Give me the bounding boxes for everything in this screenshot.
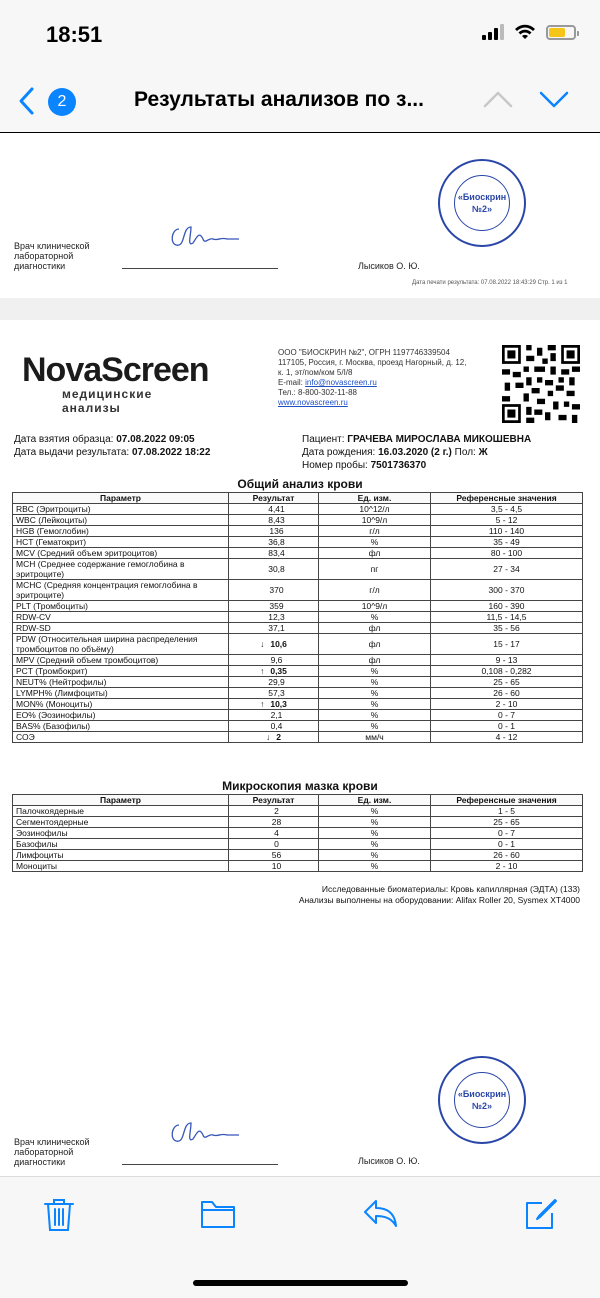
param-cell: MPV (Средний объем тромбоцитов)	[13, 655, 229, 666]
table-row	[13, 732, 583, 743]
col-unit: Ед. изм.	[319, 795, 431, 806]
reference-cell: 0,108 - 0,282	[431, 666, 583, 677]
result-cell	[229, 580, 319, 601]
result-cell	[229, 612, 319, 623]
flag-arrow: ↓	[266, 732, 271, 742]
doctor-role: Врач клинической лабораторной диагностики	[14, 241, 90, 271]
param-cell: Лимфоциты	[13, 850, 229, 861]
reference-cell: 0 - 1	[431, 839, 583, 850]
unit-cell: %	[319, 721, 431, 732]
result-cell	[229, 601, 319, 612]
param-cell: Базофилы	[13, 839, 229, 850]
flag-arrow: ↑	[260, 666, 265, 676]
doctor-name: Лысиков О. Ю.	[358, 261, 420, 271]
result-cell	[229, 537, 319, 548]
param-cell: PCT (Тромбокрит)	[13, 666, 229, 677]
status-time: 18:51	[46, 22, 103, 47]
param-cell: RBC (Эритроциты)	[13, 504, 229, 515]
reference-cell: 160 - 390	[431, 601, 583, 612]
param-cell: Сегментоядерные	[13, 817, 229, 828]
table-row	[13, 828, 583, 839]
unit-cell: г/л	[319, 580, 431, 601]
table-row	[13, 688, 583, 699]
stamp-image: «Биоскрин №2»	[438, 159, 526, 247]
table-row	[13, 699, 583, 710]
result-cell	[229, 515, 319, 526]
param-cell: WBC (Лейкоциты)	[13, 515, 229, 526]
table-row	[13, 850, 583, 861]
param-cell: MCH (Среднее содержание гемоглобина в эритроците)	[13, 559, 229, 580]
result-value: 57,3	[268, 688, 285, 698]
table-row	[13, 504, 583, 515]
unread-count-badge[interactable]: 2	[48, 88, 76, 116]
result-cell	[229, 688, 319, 699]
back-chevron-icon[interactable]	[16, 86, 38, 116]
table-row	[13, 861, 583, 872]
reference-cell: 3,5 - 4,5	[431, 504, 583, 515]
unit-cell: %	[319, 839, 431, 850]
doctor-name: Лысиков О. Ю.	[358, 1156, 420, 1166]
signature-image	[165, 215, 245, 255]
unit-cell: %	[319, 699, 431, 710]
unit-cell: %	[319, 806, 431, 817]
table-row	[13, 612, 583, 623]
unit-cell: г/л	[319, 526, 431, 537]
result-cell	[229, 559, 319, 580]
result-cell	[229, 666, 319, 677]
result-cell	[229, 699, 319, 710]
col-result: Результат	[229, 795, 319, 806]
param-cell: PDW (Относительная ширина распределения тромбоцитов по объёму)	[13, 634, 229, 655]
table-row	[13, 710, 583, 721]
compose-icon[interactable]	[524, 1197, 558, 1231]
table-row	[13, 655, 583, 666]
flag-arrow: ↑	[260, 699, 265, 709]
reference-cell: 1 - 5	[431, 806, 583, 817]
smear-title: Микроскопия мазка крови	[222, 779, 378, 793]
unit-cell: фл	[319, 623, 431, 634]
cbc-title: Общий анализ крови	[237, 477, 363, 491]
result-cell	[229, 817, 319, 828]
table-row	[13, 634, 583, 655]
company-info: ООО "БИОСКРИН №2", ОГРН 1197746339504 117105, Россия, г. Москва, проезд Нагорный, д. 12, к. 1, эт/пом/ком 5/I/8 E-mail: info@novascreen.ru Тел.: 8-800-302-11-88 www.novascreen.ru	[278, 348, 467, 407]
param-cell: BAS% (Базофилы)	[13, 721, 229, 732]
unit-cell: фл	[319, 655, 431, 666]
result-value: 2	[274, 806, 279, 816]
unit-cell: 10^12/л	[319, 504, 431, 515]
result-value: 4,41	[268, 504, 285, 514]
table-row	[13, 817, 583, 828]
param-cell: Палочкоядерные	[13, 806, 229, 817]
param-cell: RDW-CV	[13, 612, 229, 623]
status-bar	[0, 0, 600, 70]
result-value: 10,6	[270, 639, 287, 649]
reference-cell: 4 - 12	[431, 732, 583, 743]
unit-cell: %	[319, 612, 431, 623]
stamp-image: «Биоскрин №2»	[438, 1056, 526, 1144]
unit-cell: пг	[319, 559, 431, 580]
table-row	[13, 806, 583, 817]
result-value: 36,8	[268, 537, 285, 547]
reference-cell: 0 - 1	[431, 721, 583, 732]
unit-cell: %	[319, 688, 431, 699]
param-cell: EO% (Эозинофилы)	[13, 710, 229, 721]
table-row	[13, 666, 583, 677]
result-value: 136	[269, 526, 284, 536]
result-cell	[229, 732, 319, 743]
result-value: 4	[274, 828, 279, 838]
result-value: 370	[269, 585, 284, 595]
unit-cell: %	[319, 710, 431, 721]
result-value: 8,43	[268, 515, 285, 525]
param-cell: NEUT% (Нейтрофилы)	[13, 677, 229, 688]
result-cell	[229, 861, 319, 872]
previous-message-chevron-up-icon[interactable]	[482, 86, 514, 112]
biomaterials-note: Исследованные биоматериалы: Кровь капиллярная (ЭДТА) (133)	[321, 884, 580, 894]
reference-cell: 26 - 60	[431, 850, 583, 861]
trash-icon[interactable]	[42, 1197, 76, 1233]
unit-cell: %	[319, 828, 431, 839]
unit-cell: фл	[319, 634, 431, 655]
reference-cell: 9 - 13	[431, 655, 583, 666]
table-row	[13, 559, 583, 580]
smear-table	[12, 794, 583, 872]
patient-info: Пациент: ГРАЧЕВА МИРОСЛАВА МИКОШЕВНА Дата рождения: 16.03.2020 (2 г.) Пол: Ж Номер пробы: 7501736370	[302, 434, 532, 471]
param-cell: Эозинофилы	[13, 828, 229, 839]
document-view[interactable]	[0, 133, 600, 1176]
param-cell: MON% (Моноциты)	[13, 699, 229, 710]
reference-cell: 80 - 100	[431, 548, 583, 559]
cbc-table	[12, 492, 583, 743]
novascreen-logo: NovaScreen медицинские анализы	[22, 351, 209, 415]
home-indicator[interactable]	[193, 1280, 408, 1286]
reference-cell: 2 - 10	[431, 699, 583, 710]
qr-code-image	[502, 345, 580, 423]
reference-cell: 25 - 65	[431, 677, 583, 688]
result-value: 2	[276, 732, 281, 742]
reference-cell: 25 - 65	[431, 817, 583, 828]
email-link[interactable]: info@novascreen.ru	[305, 378, 377, 387]
param-cell: MCV (Средний объем эритроцитов)	[13, 548, 229, 559]
result-value: 0,4	[270, 721, 283, 731]
equipment-note: Анализы выполнены на оборудовании: Alifax Roller 20, Sysmex XT4000	[298, 895, 580, 905]
reference-cell: 2 - 10	[431, 861, 583, 872]
result-cell	[229, 806, 319, 817]
result-value: 9,6	[270, 655, 283, 665]
print-date: Дата печати результата: 07.08.2022 18:43:29 Стр. 1 из 1	[412, 280, 568, 286]
param-cell: LYMPH% (Лимфоциты)	[13, 688, 229, 699]
signature-image	[165, 1111, 245, 1151]
cellular-signal-icon	[482, 24, 504, 40]
col-reference: Референсные значения	[431, 795, 583, 806]
col-param: Параметр	[13, 795, 229, 806]
result-cell	[229, 721, 319, 732]
param-cell: MCHC (Средняя концентрация гемоглобина в эритроците)	[13, 580, 229, 601]
param-cell: СОЭ	[13, 732, 229, 743]
reference-cell: 11,5 - 14,5	[431, 612, 583, 623]
website-link[interactable]: www.novascreen.ru	[278, 398, 348, 407]
unit-cell: мм/ч	[319, 732, 431, 743]
reference-cell: 35 - 49	[431, 537, 583, 548]
reference-cell: 0 - 7	[431, 710, 583, 721]
next-message-chevron-down-icon[interactable]	[538, 86, 570, 112]
result-cell	[229, 839, 319, 850]
col-param: Параметр	[13, 493, 229, 504]
unit-cell: %	[319, 537, 431, 548]
col-reference: Референсные значения	[431, 493, 583, 504]
result-value: 0,35	[270, 666, 287, 676]
col-unit: Ед. изм.	[319, 493, 431, 504]
unit-cell: %	[319, 817, 431, 828]
param-cell: Моноциты	[13, 861, 229, 872]
result-value: 37,1	[268, 623, 285, 633]
result-cell	[229, 710, 319, 721]
result-cell	[229, 634, 319, 655]
battery-icon	[546, 25, 576, 40]
col-result: Результат	[229, 493, 319, 504]
result-value: 10	[271, 861, 282, 871]
table-row	[13, 677, 583, 688]
unit-cell: %	[319, 666, 431, 677]
result-value: 359	[269, 601, 284, 611]
unit-cell: 10^9/л	[319, 601, 431, 612]
wifi-icon	[514, 24, 536, 40]
unit-cell: %	[319, 850, 431, 861]
reference-cell: 35 - 56	[431, 623, 583, 634]
param-cell: PLT (Тромбоциты)	[13, 601, 229, 612]
page-title: Результаты анализов по з...	[134, 88, 424, 111]
result-cell	[229, 548, 319, 559]
unit-cell: 10^9/л	[319, 515, 431, 526]
reply-icon[interactable]	[362, 1197, 398, 1229]
flag-arrow: ↓	[260, 639, 265, 649]
result-cell	[229, 504, 319, 515]
unit-cell: %	[319, 861, 431, 872]
unit-cell: %	[319, 677, 431, 688]
param-cell: RDW-SD	[13, 623, 229, 634]
reference-cell: 26 - 60	[431, 688, 583, 699]
reference-cell: 300 - 370	[431, 580, 583, 601]
doctor-role: Врач клинической лабораторной диагностики	[14, 1137, 90, 1167]
param-cell: HGB (Гемоглобин)	[13, 526, 229, 537]
param-cell: HCT (Гематокрит)	[13, 537, 229, 548]
result-cell	[229, 677, 319, 688]
result-value: 10,3	[270, 699, 287, 709]
table-row	[13, 537, 583, 548]
folder-icon[interactable]	[200, 1197, 236, 1231]
table-row	[13, 526, 583, 537]
table-row	[13, 515, 583, 526]
table-row	[13, 580, 583, 601]
result-value: 2,1	[270, 710, 283, 720]
result-value: 30,8	[268, 564, 285, 574]
reference-cell: 0 - 7	[431, 828, 583, 839]
result-value: 28	[271, 817, 282, 827]
result-value: 0	[274, 839, 279, 849]
table-row	[13, 623, 583, 634]
result-value: 83,4	[268, 548, 285, 558]
result-value: 56	[271, 850, 282, 860]
table-row	[13, 721, 583, 732]
unit-cell: фл	[319, 548, 431, 559]
table-row	[13, 548, 583, 559]
table-row	[13, 601, 583, 612]
result-cell	[229, 655, 319, 666]
result-cell	[229, 828, 319, 839]
reference-cell: 5 - 12	[431, 515, 583, 526]
sample-dates: Дата взятия образца: 07.08.2022 09:05 Дата выдачи результата: 07.08.2022 18:22	[14, 434, 211, 458]
result-value: 12,3	[268, 612, 285, 622]
result-value: 29,9	[268, 677, 285, 687]
table-row	[13, 839, 583, 850]
reference-cell: 110 - 140	[431, 526, 583, 537]
result-cell	[229, 850, 319, 861]
reference-cell: 15 - 17	[431, 634, 583, 655]
reference-cell: 27 - 34	[431, 559, 583, 580]
result-cell	[229, 623, 319, 634]
result-cell	[229, 526, 319, 537]
